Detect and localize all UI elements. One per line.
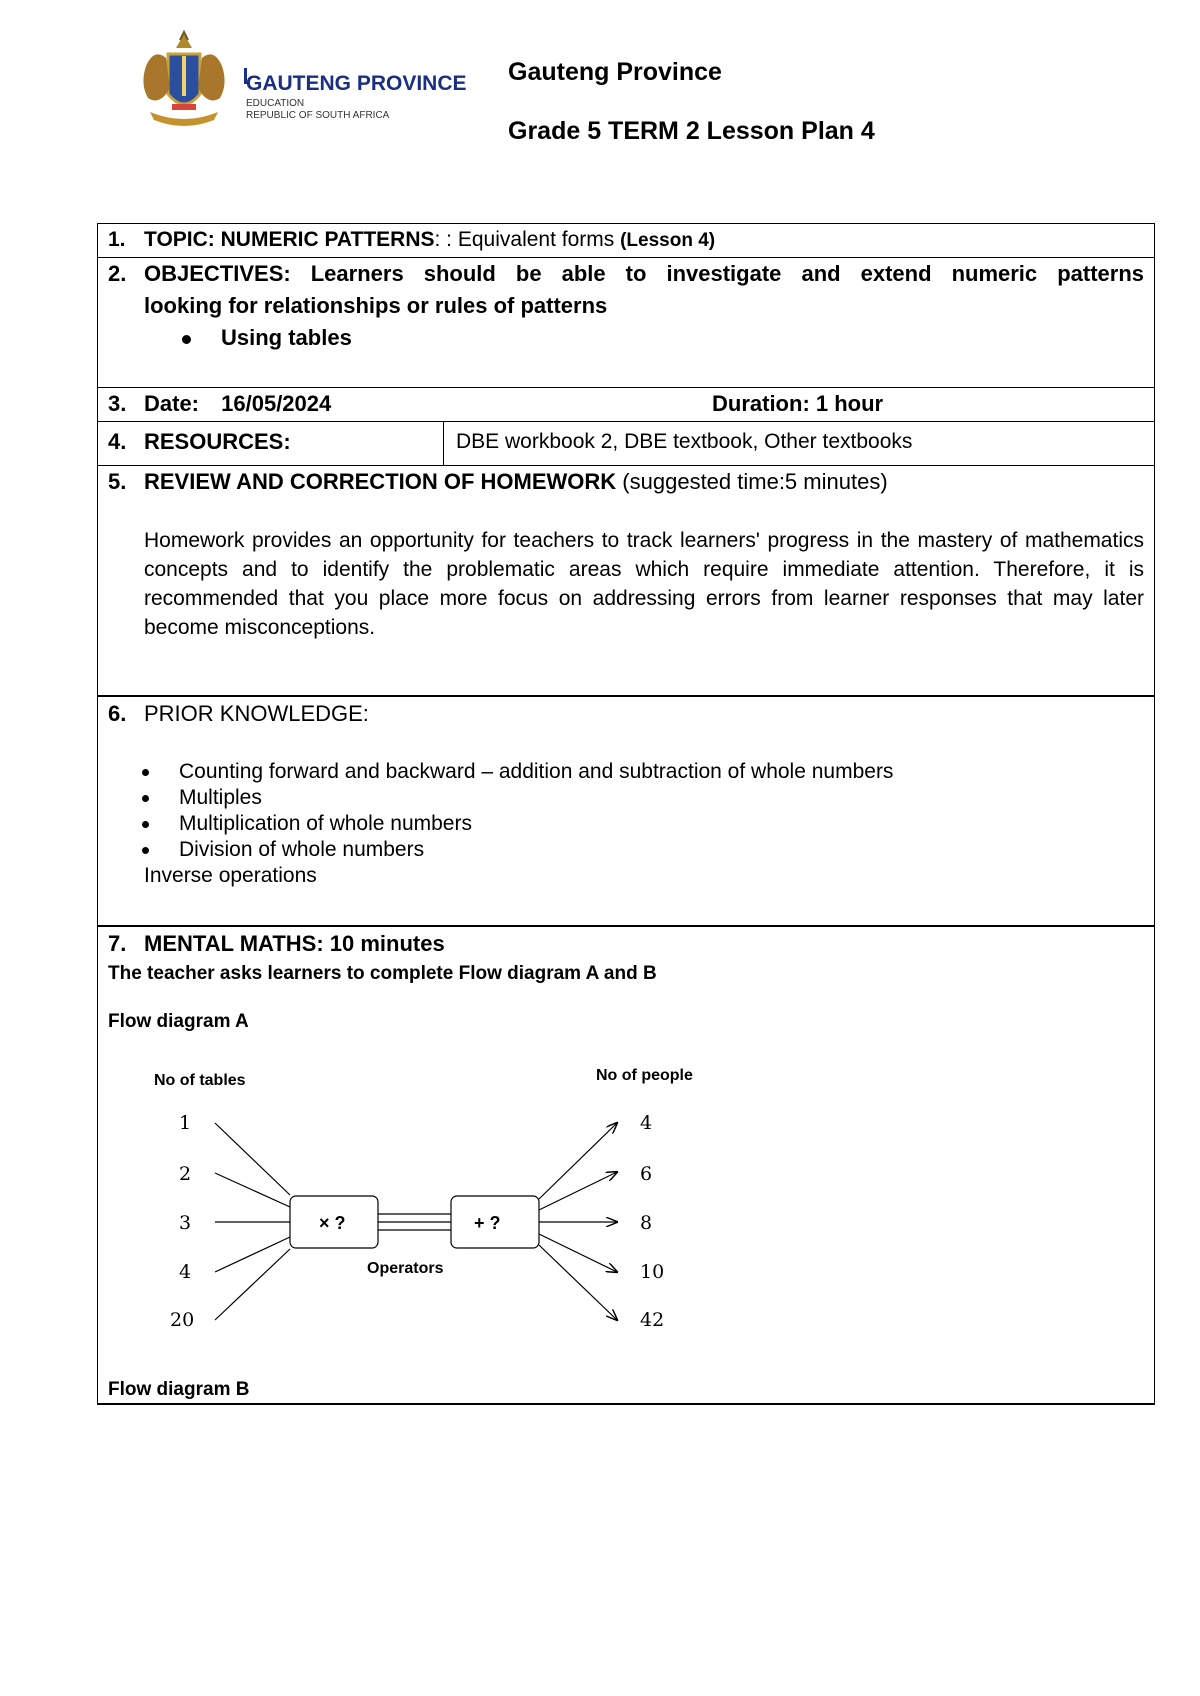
output-value: 42 xyxy=(640,1309,665,1331)
topic-subject: Equivalent forms xyxy=(457,228,621,251)
operators-label: Operators xyxy=(367,1260,444,1277)
gauteng-logo xyxy=(138,26,468,141)
bullet-icon xyxy=(182,335,191,344)
prior-heading: PRIOR KNOWLEDGE: xyxy=(144,701,369,726)
prior-extra: Inverse operations xyxy=(144,864,317,887)
input-value: 3 xyxy=(179,1212,192,1234)
objectives-bullet xyxy=(98,322,1154,354)
coat-of-arms-icon xyxy=(143,32,224,126)
multiply-operator: × ? xyxy=(319,1213,346,1233)
input-value: 20 xyxy=(170,1309,195,1331)
logo-wordmark: GAUTENG PROVINCE xyxy=(246,72,467,95)
output-arrow-line xyxy=(539,1245,617,1320)
objectives-row xyxy=(97,257,1155,387)
topic-lesson: (Lesson 4) xyxy=(620,230,716,251)
outputs-label: No of people xyxy=(596,1067,693,1084)
objectives-line1: OBJECTIVES: Learners should be able to investigate and extend numeric patterns xyxy=(144,261,1144,286)
mental-heading: MENTAL MATHS: 10 minutes xyxy=(144,931,445,956)
date-row xyxy=(97,387,1155,421)
review-heading: REVIEW AND CORRECTION OF HOMEWORK xyxy=(144,469,617,494)
input-value: 2 xyxy=(179,1163,192,1185)
input-arrow-line xyxy=(215,1249,290,1320)
date-label: Date: xyxy=(144,391,200,416)
objectives-bullet-text: Using tables xyxy=(221,325,352,350)
output-value: 10 xyxy=(640,1261,665,1283)
topic-label: TOPIC: NUMERIC PATTERNS xyxy=(144,228,435,251)
resources-row xyxy=(97,421,1155,465)
add-operator: + ? xyxy=(474,1213,501,1233)
province-title: Gauteng Province xyxy=(508,58,722,86)
output-value: 8 xyxy=(640,1212,653,1234)
review-number: 5. xyxy=(108,469,127,494)
resources-number: 4. xyxy=(108,429,127,454)
flow-diagram-b-label: Flow diagram B xyxy=(108,1379,250,1400)
output-value: 6 xyxy=(640,1163,653,1185)
input-arrow-line xyxy=(215,1237,290,1272)
review-row xyxy=(97,465,1155,695)
bullet-icon xyxy=(142,847,149,854)
lesson-title: Grade 5 TERM 2 Lesson Plan 4 xyxy=(508,117,875,145)
input-value: 4 xyxy=(179,1261,192,1283)
list-item: Counting forward and backward – addition and subtraction of whole numbers xyxy=(98,759,1154,785)
list-item: Division of whole numbers xyxy=(98,837,1154,863)
output-arrow-line xyxy=(539,1123,617,1199)
input-value: 1 xyxy=(179,1112,192,1134)
resources-label: RESOURCES: xyxy=(144,429,291,454)
objectives-line2: looking for relationships or rules of patterns xyxy=(144,293,608,318)
bullet-icon xyxy=(142,821,149,828)
flow-diagram-a xyxy=(97,1055,727,1345)
review-paragraph: Homework provides an opportunity for teachers to track learners' progress in the mastery of mathematics concepts and to identify the problematic areas which require immediate attention. Therefore, it is recommended that you place more focus on addressing errors from learner responses that may later become misconceptions. xyxy=(144,529,1144,639)
mental-number: 7. xyxy=(108,931,127,956)
prior-knowledge-row xyxy=(97,695,1155,925)
topic-number: 1. xyxy=(108,228,126,251)
review-time: (suggested time:5 minutes) xyxy=(616,469,888,494)
inputs-label: No of tables xyxy=(154,1072,246,1089)
bullet-icon xyxy=(142,769,149,776)
topic-row xyxy=(97,223,1155,257)
list-item: Multiples xyxy=(98,785,1154,811)
output-arrow-line xyxy=(539,1234,617,1272)
input-arrow-line xyxy=(215,1123,290,1195)
output-arrow-line xyxy=(539,1172,617,1210)
duration-value: Duration: 1 hour xyxy=(712,391,884,416)
date-value: 16/05/2024 xyxy=(221,391,332,416)
mental-instruction: The teacher asks learners to complete Flow diagram A and B xyxy=(108,963,657,984)
output-value: 4 xyxy=(640,1112,653,1134)
logo-sub-education: EDUCATION xyxy=(246,98,305,109)
date-number: 3. xyxy=(108,391,127,416)
flow-diagram-a-label: Flow diagram A xyxy=(108,1011,249,1032)
logo-sub-country: REPUBLIC OF SOUTH AFRICA xyxy=(246,110,390,121)
input-arrow-line xyxy=(215,1173,290,1207)
topic-separator: : : xyxy=(434,228,458,251)
list-item: Multiplication of whole numbers xyxy=(98,811,1154,837)
prior-knowledge-list xyxy=(98,759,1154,863)
objectives-number: 2. xyxy=(108,261,127,286)
resources-value: DBE workbook 2, DBE textbook, Other textbooks xyxy=(456,430,913,453)
prior-number: 6. xyxy=(108,701,127,726)
bullet-icon xyxy=(142,795,149,802)
